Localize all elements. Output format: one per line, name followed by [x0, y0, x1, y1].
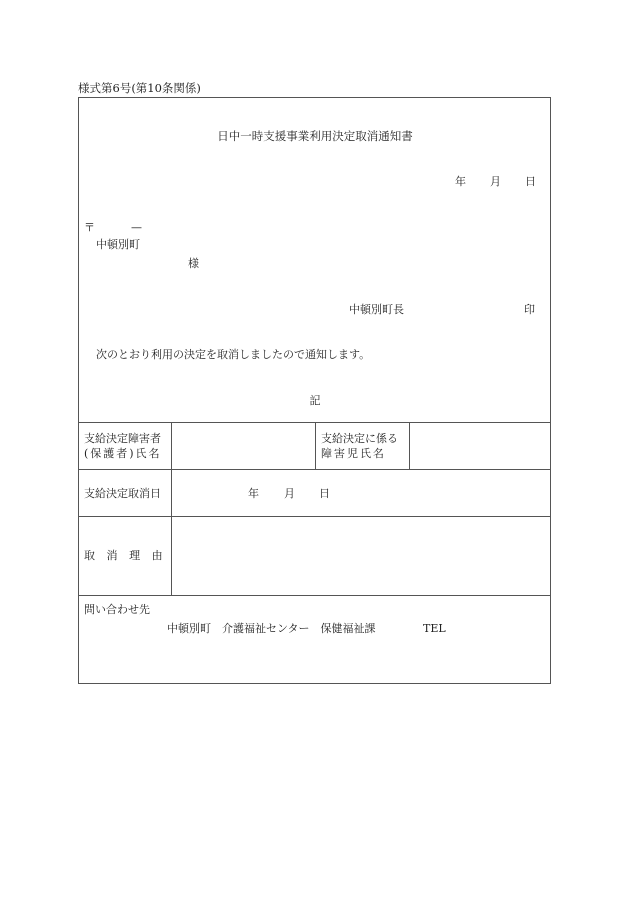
recipient-town: 中頓別町 — [96, 238, 140, 251]
guardian-label-line1: 支給決定障害者 — [84, 432, 161, 445]
form-number: 様式第6号(第10条関係) — [78, 81, 201, 95]
contact-org: 中頓別町 介護福祉センター 保健福祉課 — [167, 622, 376, 635]
cancel-date-year: 年 — [248, 487, 259, 500]
contact-tel: TEL — [423, 622, 446, 635]
divider-row-3 — [78, 595, 551, 596]
body-text: 次のとおり利用の決定を取消しましたので通知します。 — [96, 348, 371, 361]
reason-label: 取消理由 — [84, 549, 175, 562]
divider-child-label-left — [315, 422, 316, 469]
child-name-value — [410, 423, 550, 469]
cancel-date-month: 月 — [284, 487, 295, 500]
postal-mark: 〒 — [84, 221, 95, 234]
date-year: 年 — [455, 175, 466, 188]
ki-heading: 記 — [309, 394, 321, 407]
recipient-honorific: 様 — [188, 257, 199, 270]
divider-row-1 — [78, 469, 551, 470]
issuer-name: 中頓別町長 — [349, 303, 404, 316]
contact-label: 問い合わせ先 — [84, 603, 150, 616]
child-label-line1: 支給決定に係る — [321, 432, 398, 445]
cancel-date-label: 支給決定取消日 — [84, 487, 161, 500]
guardian-name-value — [172, 423, 315, 469]
document-title: 日中一時支援事業利用決定取消通知書 — [217, 129, 413, 143]
reason-value — [172, 517, 550, 595]
postal-dash: — — [131, 221, 142, 234]
child-label-line2: 障害児氏名 — [321, 447, 386, 460]
date-day: 日 — [525, 175, 536, 188]
issuer-seal: 印 — [524, 303, 535, 316]
cancel-date-day: 日 — [319, 487, 330, 500]
date-month: 月 — [490, 175, 501, 188]
guardian-label-line2: (保護者)氏名 — [84, 447, 162, 460]
